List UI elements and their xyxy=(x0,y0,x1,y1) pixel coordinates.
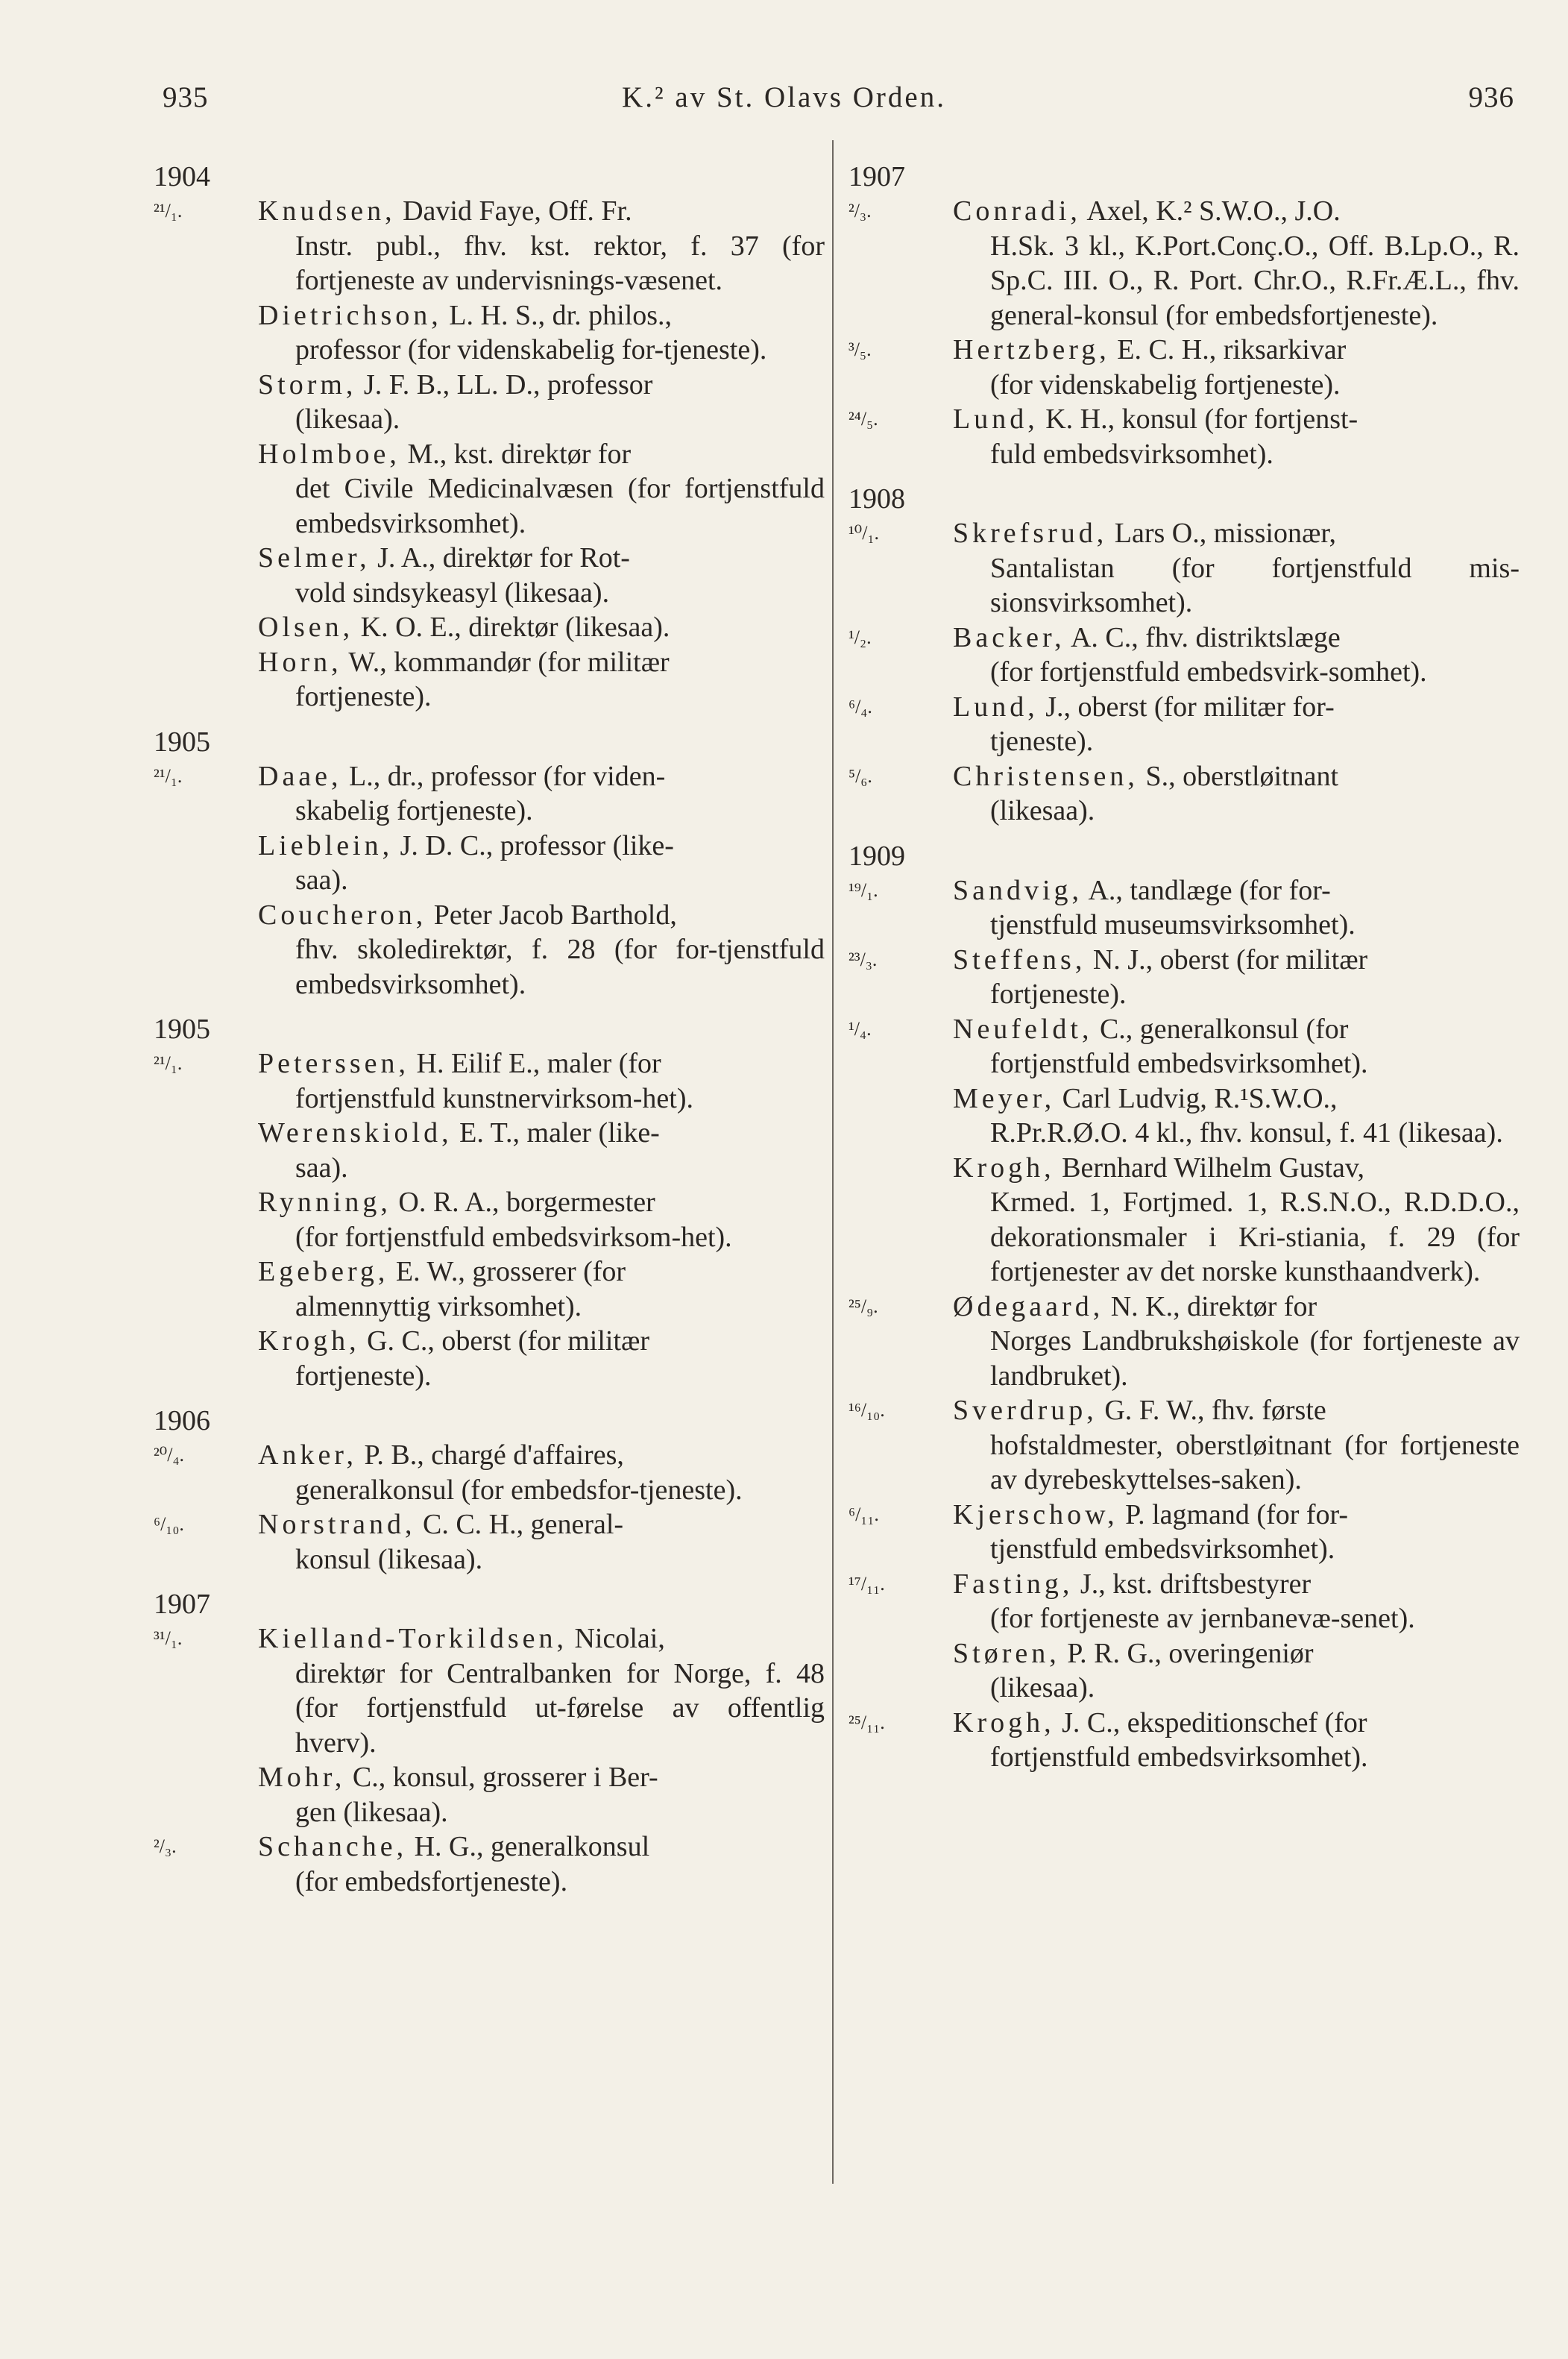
decoration-entry xyxy=(154,645,825,714)
entry-first-line: P. B., chargé d'affaires, xyxy=(356,1439,624,1471)
entry-first-line: Bernhard Wilhelm Gustav, xyxy=(1054,1152,1364,1184)
entry-date: ²/₃. xyxy=(848,200,872,222)
recipient-name: Selmer, xyxy=(258,542,371,574)
entry-date: ³¹/₁. xyxy=(154,1627,183,1649)
entry-first-line: G. C., oberst (for militær xyxy=(359,1325,650,1357)
left-page-number: 935 xyxy=(163,81,209,113)
recipient-name: Krogh, xyxy=(953,1706,1055,1738)
recipient-name: Schanche, xyxy=(258,1831,408,1862)
decoration-entry xyxy=(848,516,1520,621)
entry-first-line: O. R. A., borgermester xyxy=(391,1187,655,1218)
recipient-name: Skrefsrud, xyxy=(953,518,1108,549)
recipient-name: Horn, xyxy=(258,646,342,678)
entry-first-line: P. lagmand (for for- xyxy=(1118,1498,1349,1530)
entry-first-line: Lars O., missionær, xyxy=(1107,518,1336,549)
recipient-name: Mohr, xyxy=(258,1762,346,1793)
entry-continuation: Santalistan (for fortjenstfuld mis-sionsvirksomhet). xyxy=(990,552,1520,618)
decoration-entry xyxy=(848,333,1520,402)
decoration-entry xyxy=(848,1706,1520,1775)
entry-date: ²⁰/₄. xyxy=(154,1444,185,1466)
decoration-entry xyxy=(154,1438,825,1507)
column-divider xyxy=(832,140,834,2184)
decoration-entry xyxy=(848,943,1520,1012)
entry-continuation: (for embedsfortjeneste). xyxy=(295,1865,568,1897)
decoration-entry xyxy=(154,437,825,541)
recipient-name: Christensen, xyxy=(953,760,1139,792)
entry-first-line: J., oberst (for militær for- xyxy=(1038,691,1335,723)
decoration-entry xyxy=(154,1621,825,1760)
entry-continuation: (likesaa). xyxy=(295,403,400,435)
entry-first-line: J., kst. driftsbestyrer xyxy=(1073,1568,1312,1600)
decoration-entry xyxy=(848,1151,1520,1290)
decoration-entry xyxy=(154,898,825,1002)
entry-continuation: (likesaa). xyxy=(990,795,1095,826)
decoration-entry xyxy=(154,610,825,645)
entry-first-line: J. D. C., professor (like- xyxy=(393,829,674,861)
recipient-name: Coucheron, xyxy=(258,899,427,931)
entry-continuation: tjenstfuld museumsvirksomhet). xyxy=(990,909,1356,940)
entry-first-line: Peter Jacob Barthold, xyxy=(426,899,677,931)
entry-date: ²³/₃. xyxy=(848,948,878,970)
entry-first-line: J. A., direktør for Rot- xyxy=(370,542,630,574)
entry-first-line: H. Eilif E., maler (for xyxy=(409,1048,661,1079)
entry-date: ²¹/₁. xyxy=(154,200,183,222)
recipient-name: Kjerschow, xyxy=(953,1498,1118,1530)
entry-date: ¹⁶/₁₀. xyxy=(848,1399,885,1421)
decoration-entry xyxy=(848,402,1520,471)
right-column xyxy=(848,149,1520,1775)
entry-first-line: S., oberstløitnant xyxy=(1138,760,1339,792)
entry-continuation: fhv. skoledirektør, f. 28 (for for-tjenstfuld embedsvirksomhet). xyxy=(295,934,825,1000)
entry-first-line: P. R. G., overingeniør xyxy=(1059,1637,1314,1669)
entry-date: ²/₃. xyxy=(154,1835,177,1857)
decoration-entry xyxy=(848,873,1520,943)
entry-date: ¹⁰/₁. xyxy=(848,522,880,544)
entry-first-line: L. H. S., dr. philos., xyxy=(441,299,673,331)
recipient-name: Werenskiold, xyxy=(258,1117,453,1149)
decoration-entry xyxy=(154,298,825,368)
year-heading: 1906 xyxy=(154,1405,210,1436)
year-heading: 1908 xyxy=(848,483,905,515)
recipient-name: Anker, xyxy=(258,1439,357,1471)
entry-continuation: (likesaa). xyxy=(990,1672,1095,1703)
entry-continuation: saa). xyxy=(295,864,348,896)
entry-first-line: C. C. H., general- xyxy=(415,1509,624,1540)
decoration-entry xyxy=(154,1046,825,1116)
recipient-name: Fasting, xyxy=(953,1568,1074,1600)
entry-continuation: R.Pr.R.Ø.O. 4 kl., fhv. konsul, f. 41 (likesaa). xyxy=(990,1117,1503,1149)
entry-continuation: fuld embedsvirksomhet). xyxy=(990,438,1273,470)
entry-date: ¹⁹/₁. xyxy=(848,879,878,901)
year-heading: 1904 xyxy=(154,161,210,192)
entry-first-line: David Faye, Off. Fr. xyxy=(395,195,632,227)
recipient-name: Lund, xyxy=(953,403,1039,435)
entry-first-line: E. T., maler (like- xyxy=(452,1117,660,1149)
decoration-entry xyxy=(154,194,825,298)
entry-continuation: (for fortjeneste av jernbanevæ-senet). xyxy=(990,1603,1415,1634)
entry-first-line: J. C., ekspeditionschef (for xyxy=(1054,1706,1367,1738)
entry-continuation: (for fortjenstfuld embedsvirksom-het). xyxy=(295,1221,732,1253)
entry-date: ¹/₄. xyxy=(848,1017,872,1040)
entry-continuation: Instr. publ., fhv. kst. rektor, f. 37 (for fortjeneste av undervisnings-væsenet. xyxy=(295,230,825,296)
recipient-name: Peterssen, xyxy=(258,1048,410,1079)
decoration-entry xyxy=(154,1829,825,1899)
entry-continuation: skabelig fortjeneste). xyxy=(295,795,533,826)
entry-first-line: C., konsul, grosserer i Ber- xyxy=(345,1762,658,1793)
recipient-name: Storm, xyxy=(258,368,357,401)
entry-continuation: vold sindsykeasyl (likesaa). xyxy=(295,577,610,609)
entry-first-line: W., kommandør (for militær xyxy=(341,646,670,678)
entry-continuation: tjenstfuld embedsvirksomhet). xyxy=(990,1533,1335,1565)
decoration-entry xyxy=(848,690,1520,759)
year-heading: 1907 xyxy=(154,1589,210,1620)
entry-continuation: almennyttig virksomhet). xyxy=(295,1290,582,1322)
running-title: K.² av St. Olavs Orden. xyxy=(622,81,946,113)
entry-continuation: fortjenstfuld embedsvirksomhet). xyxy=(990,1741,1368,1773)
entry-continuation: fortjeneste). xyxy=(295,1360,432,1392)
year-heading: 1907 xyxy=(848,161,905,192)
decoration-entry xyxy=(848,1393,1520,1498)
entry-date: ²¹/₁. xyxy=(154,1052,183,1074)
entry-continuation: (for videnskabelig fortjeneste). xyxy=(990,368,1341,401)
recipient-name: Steffens, xyxy=(953,943,1086,976)
entry-first-line: Carl Ludvig, R.¹S.W.O., xyxy=(1055,1082,1338,1114)
entry-first-line: C., generalkonsul (for xyxy=(1092,1013,1349,1045)
entry-continuation: fortjeneste). xyxy=(295,681,432,712)
entry-continuation: Norges Landbrukshøiskole (for fortjeneste av landbruket). xyxy=(990,1325,1520,1392)
entry-first-line: A. C., fhv. distriktslæge xyxy=(1065,621,1341,653)
decoration-entry xyxy=(848,1498,1520,1567)
recipient-name: Lund, xyxy=(953,691,1039,723)
decoration-entry xyxy=(154,1760,825,1829)
entry-first-line: H. G., generalkonsul xyxy=(407,1831,650,1862)
decoration-entry xyxy=(154,1254,825,1324)
recipient-name: Holmboe, xyxy=(258,438,400,470)
recipient-name: Neufeldt, xyxy=(953,1013,1093,1045)
year-heading: 1909 xyxy=(848,840,905,872)
entry-continuation: hofstaldmester, oberstløitnant (for fortjeneste av dyrebeskyttelses-saken). xyxy=(990,1429,1520,1495)
entry-date: ¹⁷/₁₁. xyxy=(848,1572,885,1595)
recipient-name: Egeberg, xyxy=(258,1256,389,1287)
entry-first-line: L., dr., professor (for viden- xyxy=(341,760,666,792)
year-heading: 1905 xyxy=(154,726,210,758)
entry-first-line: N. K., direktør for xyxy=(1103,1290,1317,1322)
entry-continuation: Krmed. 1, Fortjmed. 1, R.S.N.O., R.D.D.O., dekorationsmaler i Kri-stiania, f. 29 (for fortjenester av det norske kunsthaandverk). xyxy=(990,1187,1520,1287)
entry-first-line: E. W., grosserer (for xyxy=(388,1256,626,1287)
entry-continuation: H.Sk. 3 kl., K.Port.Conç.O., Off. B.Lp.O., R. Sp.C. III. O., R. Port. Chr.O., R.Fr.Æ.L., fhv. general-konsul (for embedsfortjeneste). xyxy=(990,230,1520,331)
entry-first-line: J. F. B., LL. D., professor xyxy=(356,368,653,401)
entry-continuation: tjeneste). xyxy=(990,726,1094,757)
recipient-name: Krogh, xyxy=(258,1325,360,1357)
entry-first-line: E. C. H., riksarkivar xyxy=(1109,334,1347,365)
entry-date: ³/₅. xyxy=(848,339,872,360)
entry-continuation: gen (likesaa). xyxy=(295,1796,448,1828)
entry-first-line: K. O. E., direktør (likesaa). xyxy=(353,612,670,643)
decoration-entry xyxy=(154,829,825,898)
entry-date: ²⁴/₅. xyxy=(848,408,878,430)
recipient-name: Støren, xyxy=(953,1637,1060,1669)
entry-date: ⁶/₁₀. xyxy=(154,1513,184,1535)
recipient-name: Knudsen, xyxy=(258,195,396,227)
entry-first-line: A., tandlæge (for for- xyxy=(1083,874,1331,906)
decoration-entry xyxy=(154,759,825,829)
recipient-name: Krogh, xyxy=(953,1152,1055,1184)
recipient-name: Backer, xyxy=(953,621,1065,653)
entry-date: ²⁵/₁₁. xyxy=(848,1711,885,1733)
recipient-name: Rynning, xyxy=(258,1187,391,1218)
decoration-entry xyxy=(154,1507,825,1577)
recipient-name: Sandvig, xyxy=(953,874,1083,906)
entry-first-line: G. F. W., fhv. første xyxy=(1097,1395,1326,1426)
recipient-name: Meyer, xyxy=(953,1082,1056,1114)
entry-continuation: generalkonsul (for embedsfor-tjeneste). xyxy=(295,1474,743,1506)
entry-continuation: direktør for Centralbanken for Norge, f. 48 (for fortjenstfuld ut-førelse av offentlig hverv). xyxy=(295,1657,825,1759)
decoration-entry xyxy=(848,1012,1520,1081)
entry-date: ⁵/₆. xyxy=(848,764,872,787)
entry-date: ⁶/₄. xyxy=(848,695,872,717)
entry-continuation: fortjenstfuld kunstnervirksom-het). xyxy=(295,1082,694,1114)
decoration-entry xyxy=(848,759,1520,829)
decoration-entry xyxy=(154,1185,825,1254)
recipient-name: Olsen, xyxy=(258,612,354,643)
recipient-name: Hertzberg, xyxy=(953,334,1110,365)
entry-date: ⁶/₁₁. xyxy=(848,1503,879,1525)
decoration-entry xyxy=(154,1116,825,1185)
decoration-entry xyxy=(848,1636,1520,1706)
recipient-name: Daae, xyxy=(258,760,342,792)
decoration-entry xyxy=(848,1290,1520,1394)
entry-continuation: (for fortjenstfuld embedsvirk-somhet). xyxy=(990,656,1427,688)
entry-continuation: fortjeneste). xyxy=(990,979,1127,1010)
entry-continuation: det Civile Medicinalvæsen (for fortjenstfuld embedsvirksomhet). xyxy=(295,473,825,539)
entry-first-line: M., kst. direktør for xyxy=(400,438,632,470)
recipient-name: Lieblein, xyxy=(258,829,394,861)
recipient-name: Dietrichson, xyxy=(258,299,442,331)
decoration-entry xyxy=(848,1081,1520,1151)
entry-first-line: Nicolai, xyxy=(567,1623,665,1654)
decoration-entry xyxy=(154,541,825,610)
decoration-entry xyxy=(154,368,825,437)
recipient-name: Ødegaard, xyxy=(953,1290,1104,1322)
decoration-entry xyxy=(848,621,1520,690)
recipient-name: Conradi, xyxy=(953,195,1081,227)
entry-first-line: K. H., konsul (for fortjenst- xyxy=(1038,403,1358,435)
recipient-name: Kielland-Torkildsen, xyxy=(258,1623,567,1654)
year-heading: 1905 xyxy=(154,1014,210,1045)
entry-first-line: N. J., oberst (for militær xyxy=(1086,943,1368,976)
decoration-entry xyxy=(848,1567,1520,1636)
recipient-name: Sverdrup, xyxy=(953,1395,1098,1426)
entry-first-line: Axel, K.² S.W.O., J.O. xyxy=(1080,195,1341,227)
entry-continuation: fortjenstfuld embedsvirksomhet). xyxy=(990,1048,1368,1079)
entry-date: ¹/₂. xyxy=(848,626,872,648)
entry-date: ²⁵/₉. xyxy=(848,1295,878,1317)
entry-date: ²¹/₁. xyxy=(154,764,183,787)
right-page-number: 936 xyxy=(1468,81,1514,113)
left-column xyxy=(154,149,825,1899)
decoration-entry xyxy=(848,194,1520,333)
recipient-name: Norstrand, xyxy=(258,1509,416,1540)
entry-continuation: saa). xyxy=(295,1152,348,1184)
entry-continuation: professor (for videnskabelig for-tjeneste). xyxy=(295,334,767,365)
entry-continuation: konsul (likesaa). xyxy=(295,1543,483,1575)
decoration-entry xyxy=(154,1324,825,1393)
